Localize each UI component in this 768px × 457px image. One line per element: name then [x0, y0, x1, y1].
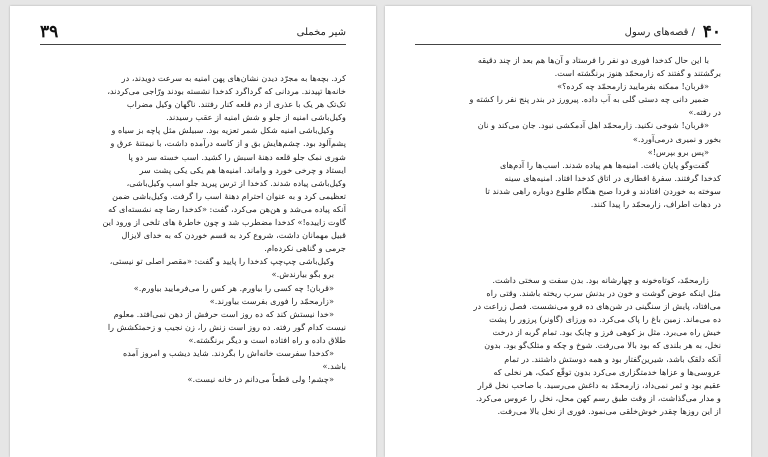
- text-line: زارمحمّد، کوتاه‌خونه و چهارشانه بود. بدن سفت و سختی داشت.: [492, 275, 709, 285]
- text-line: «قربان! چه کسی را بیاورم. هر کس را می‌فرمایید بیاورم.»: [133, 282, 334, 293]
- text-line: باشد.»: [322, 361, 346, 372]
- right-page-body-bottom: [415, 274, 721, 418]
- text-line: جرمی و گناهی نکرده‌ام.: [264, 243, 346, 254]
- text-line: در دهات اطراف، زارمحمّد را پیدا کنند.: [590, 199, 721, 210]
- text-line: «قربان! شوخی نکنید. زارمحمّد اهل آدمکشی نبود. جان می‌کند و نان: [477, 120, 709, 131]
- text-line: وکیل‌باشی پیاده شدند. کدخدا از ترس پیرید جلو اسب وکیل‌باشی،: [126, 177, 346, 188]
- text-line: طلاق داده و راه افتاده است و دیگر برنگشته.»: [188, 334, 346, 345]
- text-line: «چشم! ولی قطعاً می‌دانم در خانه نیست.»: [187, 374, 334, 385]
- text-line: «زارمحمّد را فوری بفرست بیاورند.»: [209, 295, 334, 306]
- right-page: [385, 6, 751, 457]
- left-running-title: شیر مخملی: [296, 27, 346, 38]
- text-line: آنکه پیاده می‌شد و هن‌هن می‌کرد، گفت: «کدخدا رضا چه نشسته‌ای که: [108, 203, 346, 214]
- text-line: نیست کدام گور رفته. ده روز است زنش را، زن نجیب و زحمتکشش را: [107, 321, 346, 332]
- text-line: وکیل‌باشی امنیه شکل شمر تعزیه بود. سبیلش مثل پاچه بز سیاه و: [111, 125, 334, 136]
- text-line: خیش راه می‌برد. مثل بز کوهی فرز و چابک بود. تمام گربه از درخت: [492, 327, 721, 338]
- text-line: نخل، به هر بلندی که بود بالا می‌رفت. شوخ و چکه و متلک‌گو بود. بدون: [484, 340, 721, 351]
- text-line: کرد. بچه‌ها به مجرّد دیدن نشان‌های پهن امنیه به سرعت دویدند، در: [121, 73, 346, 83]
- text-line: قبیل مهمانان داشت، شروع کرد به قسم خوردن که به خدای لایزال: [121, 230, 346, 241]
- right-page-body-top: [415, 54, 721, 211]
- text-line: گاوت زاییده!» کدخدا مضطرب شد و چون خاطرهٔ های تلخی از ورود این: [102, 217, 346, 228]
- text-line: تک‌تک هر یک با عذری از دم قلعه کنار رفتند. ناگهان وکیل مضراب: [126, 99, 346, 110]
- text-line: عروسی‌ها و عزاها خدمتگزاری می‌کرد بدون توقّع کمک، هر نخلی که: [493, 366, 721, 377]
- text-line: «قربان! ممکنه بفرمایید زارمحمّد چه کرده؟»: [557, 81, 709, 92]
- text-line: عقیم بود و ثمر نمی‌داد، زارمحمّد به داغش می‌رسید. با صاحب نخل قرار: [477, 379, 721, 390]
- text-line: بخور و نمیری درمی‌آورد.»: [632, 133, 721, 144]
- text-line: با این حال کدخدا فوری دو نفر را فرستاد و آن‌ها هم بعد از چند دقیقه: [477, 55, 709, 65]
- text-line: «خدا نیستش کند که ده روز است حرفش از دهن نمی‌افتد. معلوم: [113, 308, 334, 319]
- left-page-number: ۳۹: [40, 22, 59, 42]
- text-line: می‌افتاد، پایش از سنگینی در شن‌های ده فرو می‌نشست. فصل زراعت در: [473, 301, 721, 312]
- text-line: آنکه دلقک باشد، شیرین‌گفتار بود و همه دوستش داشتند. در تمام: [504, 353, 721, 364]
- text-line: برگشتند و گفتند که زارمحمّد هنوز برنگشته است.: [554, 68, 721, 79]
- text-line: مثل اینکه عوض گوشت و خون در بدنش سرب ریخته باشند. وقتی راه: [486, 288, 721, 299]
- text-line: ده می‌ماند. زمین باغ را پاک می‌کرد. ده ورزای (گاونر) پرزور را پشت: [489, 314, 721, 325]
- text-line: «کدخدا سفرست خانه‌اش را بگردند. شاید دیشب و امروز آمده: [122, 347, 334, 358]
- text-line: گفت‌وگو پایان یافت. امنیه‌ها هم پیاده شدند. اسب‌ها را آدم‌های: [500, 159, 709, 170]
- text-line: «پس برو بپرس!»: [647, 146, 709, 157]
- text-line: برو بگو بیارندش.»: [271, 269, 334, 280]
- text-line: سوخته به خوردن افتادند و فردا صبح هنگام طلوع دوباره راهی شدند تا: [485, 185, 721, 196]
- text-line: کدخدا گرفتند. سفرهٔ افطاری در اتاق کدخدا افتاد. امنیه‌های سینه: [504, 172, 721, 183]
- text-line: از این روزها چقدر خوش‌خلقی می‌نمود. فوری از نخل بالا می‌رفت.: [497, 405, 721, 416]
- right-page-number: ۴۰: [702, 22, 721, 42]
- text-line: تعظیمی کرد و به عنوان احترام دهنهٔ اسب را گرفت. وکیل‌باشی ضمن: [112, 190, 346, 201]
- text-line: خانه‌ها تپیدند. مردانی که گرداگرد کدخدا نشسته بودند ورّاجی می‌کردند،: [107, 86, 346, 97]
- text-line: پشم‌آلود بود. چشم‌هایش بق و از کاسه درآمده داشت، با نیمتنهٔ عرق و: [110, 138, 346, 149]
- text-line: و مدار می‌گذاشت، از وقت طبق رسم کهن محل، نخل را عروس می‌کرد.: [475, 392, 721, 403]
- text-line: ضمیر دانی چه دستی گلی به آب داده. پیرورز در بندر پنج نفر را کشته و: [469, 94, 709, 105]
- text-line: در رفته.»: [688, 107, 721, 118]
- right-running-title: / قصه‌های رسول: [624, 27, 695, 38]
- text-line: وکیل‌باشی چپ‌چپ کدخدا را پایید و گفت: «مقصر اصلی تو نیستی،: [109, 256, 334, 267]
- left-page-header: [40, 22, 346, 45]
- right-page-header: [415, 22, 721, 45]
- text-line: وکیل‌باشی امنیه از جلو و شش امنیه از عقب رسیدند.: [166, 112, 346, 123]
- text-line: ایستاد و چرخی خورد و واماند. امنیه‌ها هم یکی یکی پشت سر: [139, 164, 346, 175]
- left-page: [10, 6, 376, 457]
- left-page-body: [40, 72, 346, 386]
- text-line: شوری نمک‌ جلو قلعه دهنهٔ اسبش را کشید. اسب خسته سر دو پا: [128, 151, 346, 162]
